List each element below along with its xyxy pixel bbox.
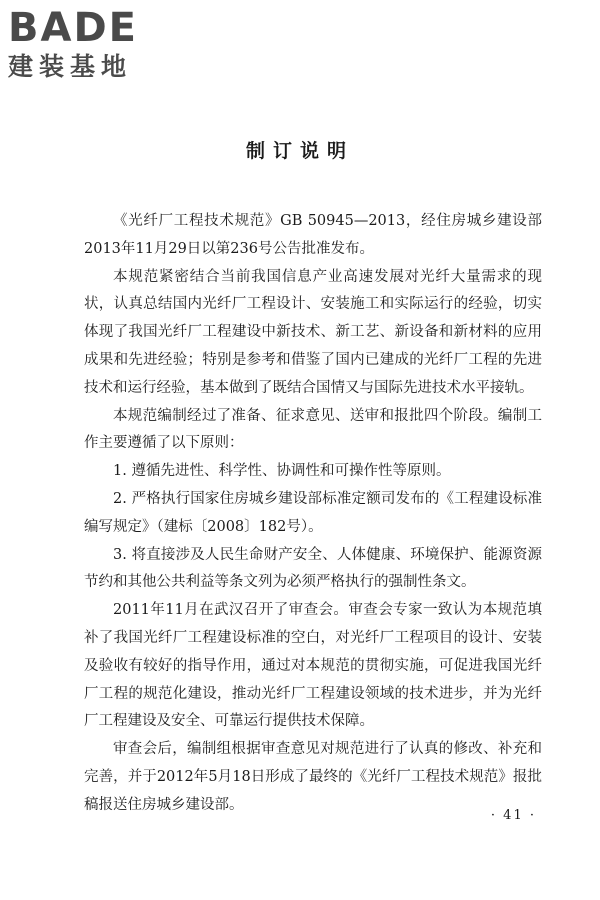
page-title: 制订说明	[245, 140, 354, 162]
logo-subtitle: 建装基地	[8, 52, 133, 81]
paragraph: 审查会后，编制组根据审查意见对规范进行了认真的修改、补充和完善，并于2012年5月18日形成了最终的《光纤厂工程技术规范》报批稿报送住房城乡建设部。	[84, 741, 542, 813]
logo-wordmark: BADE	[8, 5, 138, 51]
list-item: 2. 严格执行国家住房城乡建设部标准定额司发布的《工程建设标准编写规定》（建标〔2008〕182号）。	[84, 490, 542, 535]
list-item: 1. 遵循先进性、科学性、协调性和可操作性等原则。	[113, 463, 451, 480]
paragraph: 《光纤厂工程技术规范》GB 50945—2013，经住房城乡建设部2013年11月29日以第236号公告批准发布。	[84, 213, 542, 257]
paragraph: 2011年11月在武汉召开了审查会。审查会专家一致认为本规范填补了我国光纤厂工程建设标准的空白，对光纤厂工程项目的设计、安装及验收有较好的指导作用，通过对本规范的贯彻实施，可促进我国光纤厂工程的规范化建设，推动光纤厂工程建设领域的技术进步，并为光纤厂工程建设及安全、可靠运行提供技术保障。	[84, 602, 542, 730]
page-number: · 41 ·	[490, 808, 536, 823]
list-item: 3. 将直接涉及人民生命财产安全、人体健康、环境保护、能源资源节约和其他公共利益等条文列为必须严格执行的强制性条文。	[84, 546, 542, 591]
paragraph: 本规范编制经过了准备、征求意见、送审和报批四个阶段。编制工作主要遵循了以下原则：	[84, 407, 542, 452]
brand-logo	[8, 6, 178, 82]
paragraph: 本规范紧密结合当前我国信息产业高速发展对光纤大量需求的现状，认真总结国内光纤厂工程设计、安装施工和实际运行的经验，切实体现了我国光纤厂工程建设中新技术、新工艺、新设备和新材料的应用成果和先进经验；特别是参考和借鉴了国内已建成的光纤厂工程的先进技术和运行经验，基本做到了既结合国情又与国际先进技术水平接轨。	[84, 268, 542, 396]
document-body	[84, 208, 542, 820]
